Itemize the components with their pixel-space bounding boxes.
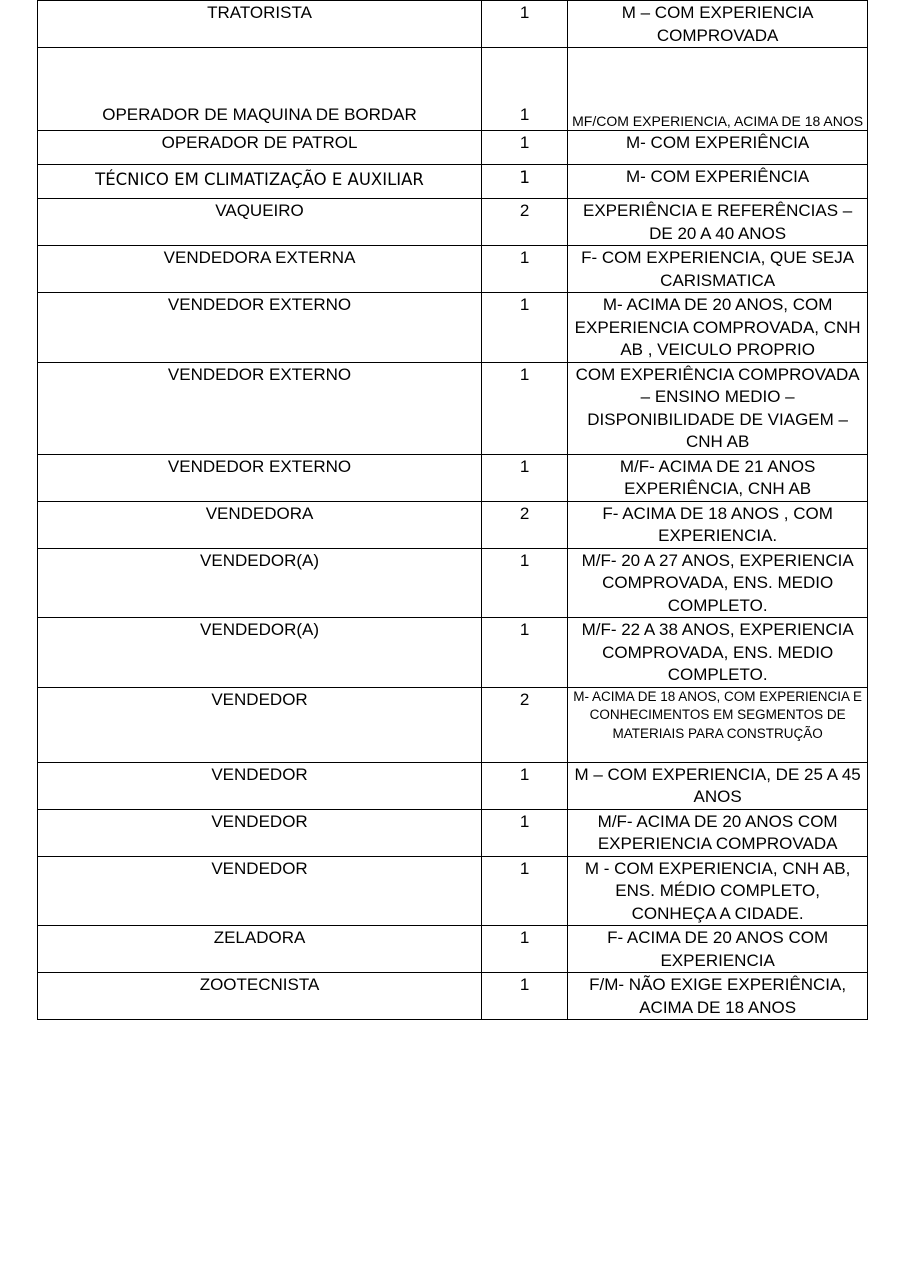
job-title-cell: VENDEDOR EXTERNO — [38, 293, 482, 363]
job-title-cell: VENDEDOR — [38, 687, 482, 762]
requirements-cell: M/F- ACIMA DE 21 ANOS EXPERIÊNCIA, CNH AB — [568, 454, 868, 501]
requirements-cell: F/M- NÃO EXIGE EXPERIÊNCIA, ACIMA DE 18 ANOS — [568, 973, 868, 1020]
vacancy-count-cell: 1 — [482, 293, 568, 363]
requirements-cell: M- COM EXPERIÊNCIA — [568, 165, 868, 199]
job-title-cell: ZELADORA — [38, 926, 482, 973]
table-row — [38, 246, 868, 293]
table-row — [38, 362, 868, 454]
requirements-cell: MF/COM EXPERIENCIA, ACIMA DE 18 ANOS — [568, 48, 868, 131]
vacancy-count-cell: 1 — [482, 48, 568, 131]
vacancy-count-cell: 1 — [482, 1, 568, 48]
requirements-cell: COM EXPERIÊNCIA COMPROVADA – ENSINO MEDIO – DISPONIBILIDADE DE VIAGEM – CNH AB — [568, 362, 868, 454]
vacancy-count-cell: 1 — [482, 762, 568, 809]
table-row — [38, 454, 868, 501]
vacancy-count-cell: 1 — [482, 548, 568, 618]
job-title-cell: VENDEDOR — [38, 809, 482, 856]
table-row — [38, 687, 868, 762]
requirements-cell: M- COM EXPERIÊNCIA — [568, 131, 868, 165]
table-row — [38, 48, 868, 131]
table-row — [38, 926, 868, 973]
vacancy-count-cell: 1 — [482, 165, 568, 199]
requirements-cell: M/F- 20 A 27 ANOS, EXPERIENCIA COMPROVADA, ENS. MEDIO COMPLETO. — [568, 548, 868, 618]
requirements-cell: M/F- ACIMA DE 20 ANOS COM EXPERIENCIA COMPROVADA — [568, 809, 868, 856]
vacancy-count-cell: 1 — [482, 926, 568, 973]
job-title-cell: VENDEDOR(A) — [38, 548, 482, 618]
table-row — [38, 762, 868, 809]
job-vacancies-table — [37, 0, 868, 1020]
requirements-cell: M - COM EXPERIENCIA, CNH AB, ENS. MÉDIO COMPLETO, CONHEÇA A CIDADE. — [568, 856, 868, 926]
table-row — [38, 501, 868, 548]
job-title-cell: OPERADOR DE PATROL — [38, 131, 482, 165]
vacancy-count-cell: 1 — [482, 856, 568, 926]
vacancy-count-cell: 1 — [482, 973, 568, 1020]
table-row — [38, 856, 868, 926]
requirements-cell: EXPERIÊNCIA E REFERÊNCIAS – DE 20 A 40 ANOS — [568, 199, 868, 246]
vacancy-count-cell: 1 — [482, 246, 568, 293]
job-title-cell: VENDEDOR EXTERNO — [38, 362, 482, 454]
requirements-cell: M – COM EXPERIENCIA COMPROVADA — [568, 1, 868, 48]
table-row — [38, 293, 868, 363]
job-title-cell: VENDEDOR EXTERNO — [38, 454, 482, 501]
job-title-cell: TRATORISTA — [38, 1, 482, 48]
table-row — [38, 131, 868, 165]
requirements-cell: F- ACIMA DE 20 ANOS COM EXPERIENCIA — [568, 926, 868, 973]
table-row — [38, 1, 868, 48]
table-row — [38, 199, 868, 246]
job-title-cell: VENDEDORA EXTERNA — [38, 246, 482, 293]
vacancy-count-cell: 1 — [482, 131, 568, 165]
table-row — [38, 548, 868, 618]
requirements-cell: M- ACIMA DE 18 ANOS, COM EXPERIENCIA E CONHECIMENTOS EM SEGMENTOS DE MATERIAIS PARA CONSTRUÇÃO — [568, 687, 868, 762]
requirements-cell: M/F- 22 A 38 ANOS, EXPERIENCIA COMPROVADA, ENS. MEDIO COMPLETO. — [568, 618, 868, 688]
table-row — [38, 973, 868, 1020]
vacancy-count-cell: 2 — [482, 199, 568, 246]
table-row — [38, 165, 868, 199]
job-title-cell: VENDEDOR(A) — [38, 618, 482, 688]
job-title-cell: VAQUEIRO — [38, 199, 482, 246]
requirements-cell: M- ACIMA DE 20 ANOS, COM EXPERIENCIA COMPROVADA, CNH AB , VEICULO PROPRIO — [568, 293, 868, 363]
vacancy-count-cell: 1 — [482, 362, 568, 454]
vacancy-count-cell: 1 — [482, 618, 568, 688]
vacancy-count-cell: 2 — [482, 501, 568, 548]
job-title-cell: VENDEDOR — [38, 856, 482, 926]
job-title-cell: VENDEDORA — [38, 501, 482, 548]
requirements-cell: F- ACIMA DE 18 ANOS , COM EXPERIENCIA. — [568, 501, 868, 548]
job-title-cell: VENDEDOR — [38, 762, 482, 809]
requirements-cell: F- COM EXPERIENCIA, QUE SEJA CARISMATICA — [568, 246, 868, 293]
job-title-cell: TÉCNICO EM CLIMATIZAÇÃO E AUXILIAR — [38, 165, 482, 199]
table-row — [38, 618, 868, 688]
job-title-cell: OPERADOR DE MAQUINA DE BORDAR — [38, 48, 482, 131]
vacancy-count-cell: 1 — [482, 809, 568, 856]
requirements-cell: M – COM EXPERIENCIA, DE 25 A 45 ANOS — [568, 762, 868, 809]
vacancy-count-cell: 1 — [482, 454, 568, 501]
table-row — [38, 809, 868, 856]
vacancy-count-cell: 2 — [482, 687, 568, 762]
job-title-cell: ZOOTECNISTA — [38, 973, 482, 1020]
